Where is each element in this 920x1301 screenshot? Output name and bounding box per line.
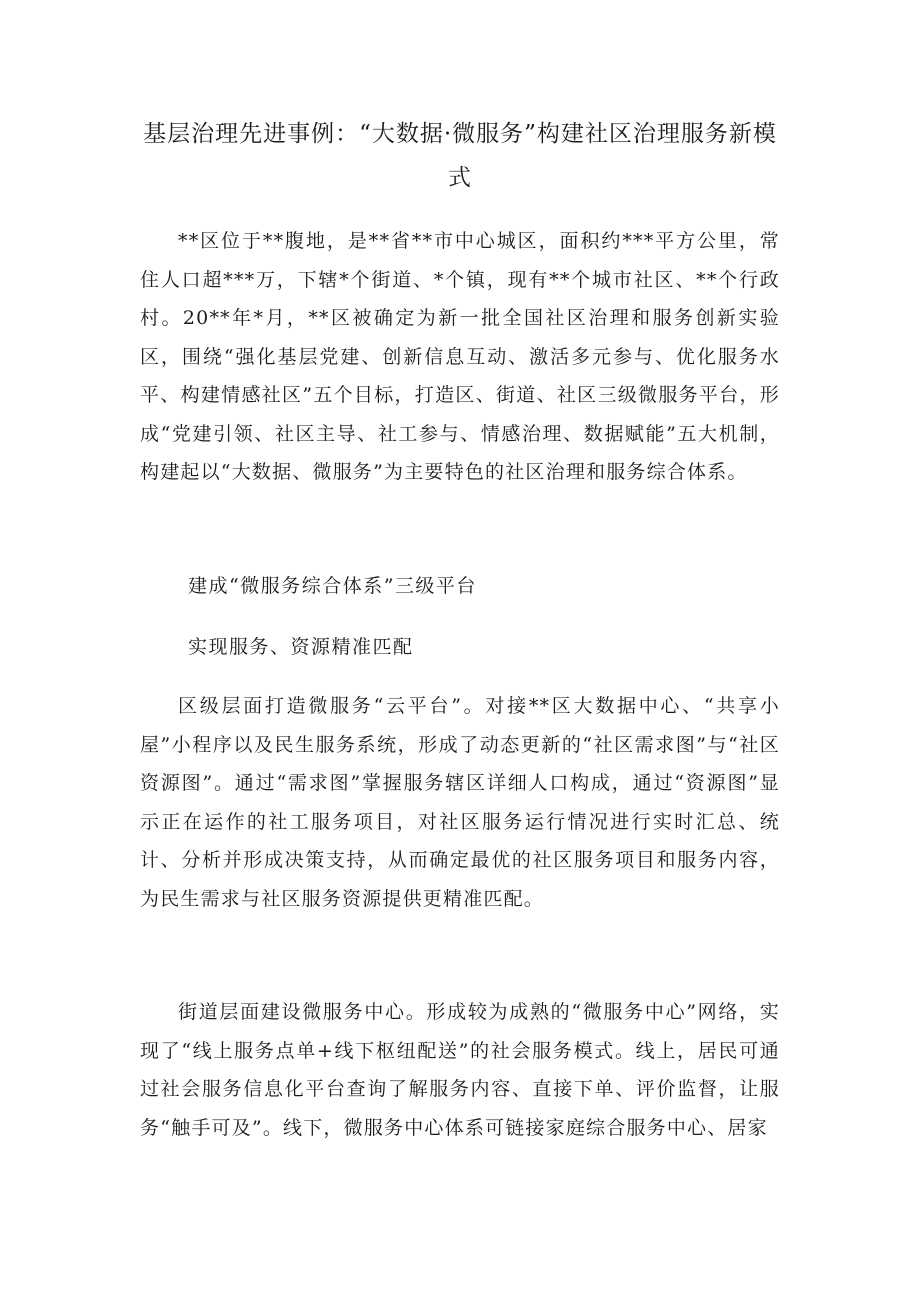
street-level-paragraph: 街道层面建设微服务中心。形成较为成熟的“微服务中心”网络，实现了“线上服务点单+线下枢纽配送”的社会服务模式。线上，居民可通过社会服务信息化平台查询了解服务内容、直接下单、评价监督，让服务“触手可及”。线下，微服务中心体系可链接家庭综合服务中心、居家 [140,1001,780,1139]
section-heading-platform: 建成“微服务综合体系”三级平台 [188,575,477,597]
document-title: 基层治理先进事例：“大数据·微服务”构建社区治理服务新模式 [143,121,777,191]
section-heading-matching: 实现服务、资源精准匹配 [188,636,414,658]
intro-paragraph: **区位于**腹地，是**省**市中心城区，面积约***平方公里，常住人口超***万，下辖*个街道、*个镇，现有**个城市社区、**个行政村。20**年*月，**区被确定为新一批全国社区治理和服务创新实验区，围绕“强化基层党建、创新信息互动、激活多元参与、优化服务水平、构建情感社区”五个目标，打造区、街道、社区三级微服务平台，形成“党建引领、社区主导、社工参与、情感治理、数据赋能”五大机制，构建起以“大数据、微服务”为主要特色的社区治理和服务综合体系。 [140,230,780,483]
district-level-paragraph: 区级层面打造微服务“云平台”。对接**区大数据中心、“共享小屋”小程序以及民生服务系统，形成了动态更新的“社区需求图”与“社区资源图”。通过“需求图”掌握服务辖区详细人口构成，通过“资源图”显示正在运作的社工服务项目，对社区服务运行情况进行实时汇总、统计、分析并形成决策支持，从而确定最优的社区服务项目和服务内容，为民生需求与社区服务资源提供更精准匹配。 [140,695,780,910]
